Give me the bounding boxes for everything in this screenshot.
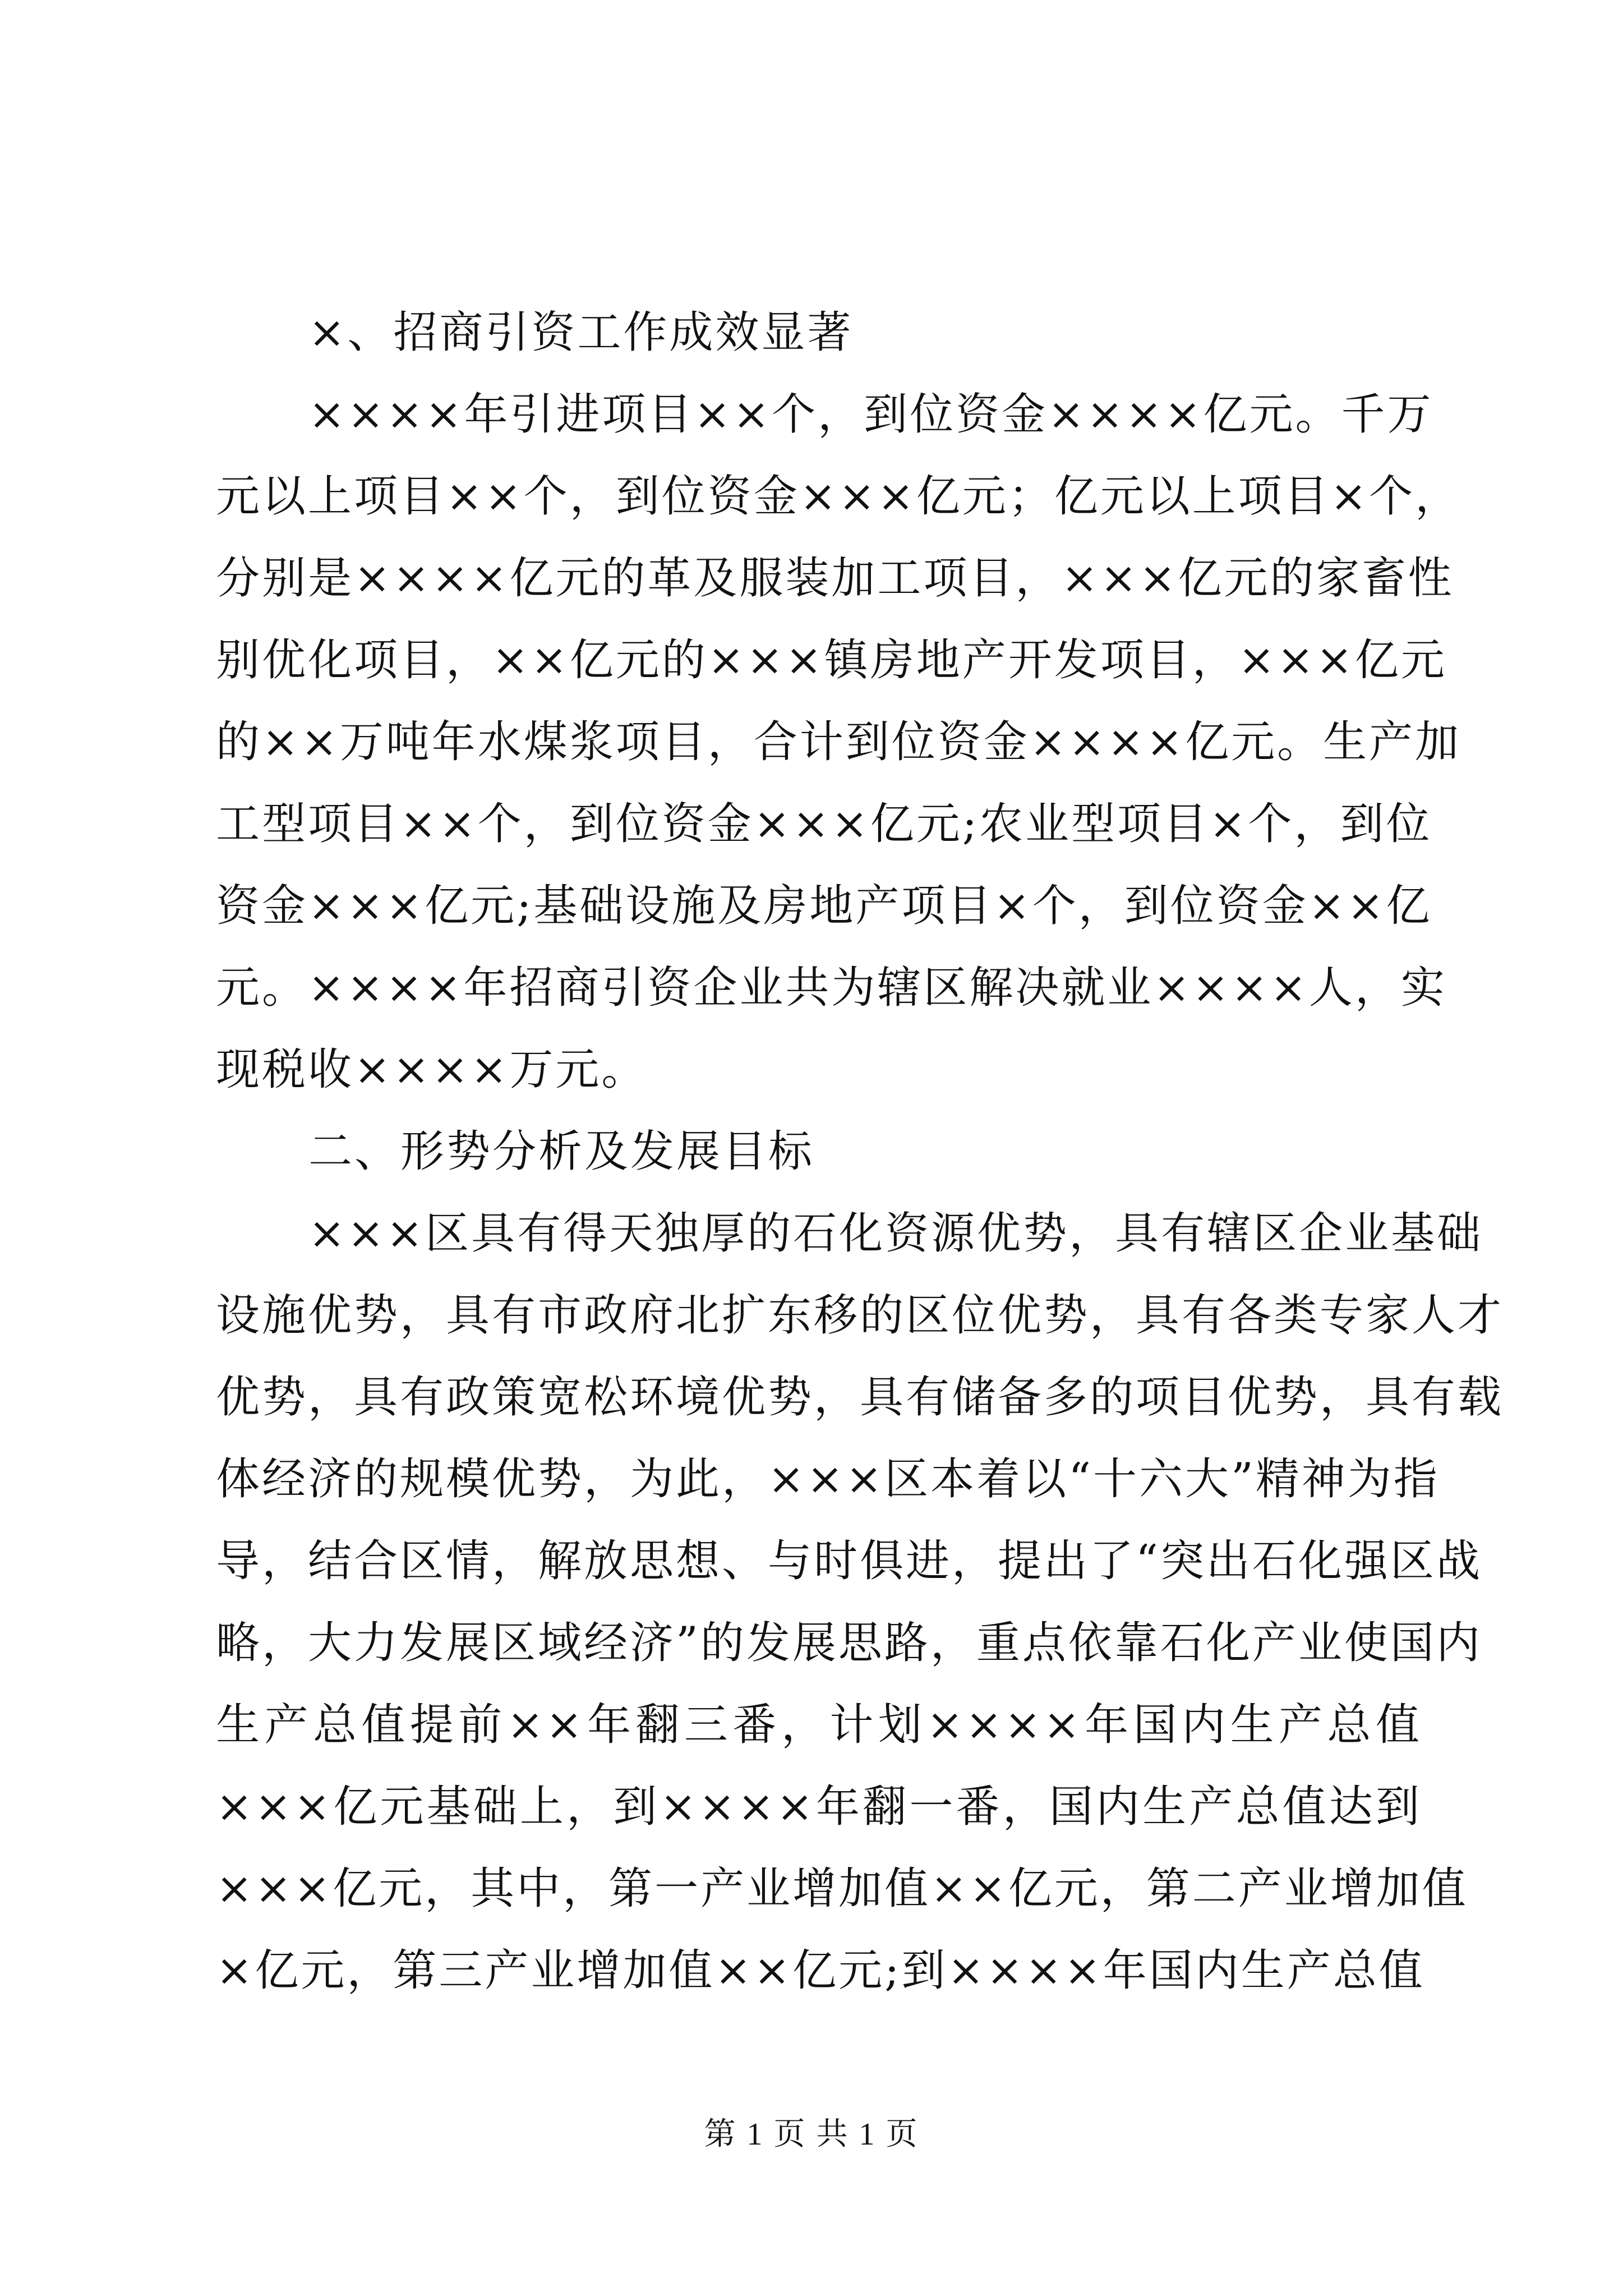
paragraph-line: ×××亿元，其中，第一产业增加值××亿元，第二产业增加值 — [216, 1864, 1468, 1914]
section-heading-analysis: 二、形势分析及发展目标 — [308, 1126, 815, 1177]
paragraph-line: 的××万吨年水煤浆项目，合计到位资金××××亿元。生产加 — [216, 717, 1461, 767]
paragraph-line: 略，大力发展区域经济”的发展思路，重点依靠石化产业使国内 — [216, 1618, 1482, 1668]
paragraph-line: 导，结合区情，解放思想、与时俱进，提出了“突出石化强区战 — [216, 1536, 1482, 1586]
paragraph-line: 现税收××××万元。 — [216, 1045, 648, 1095]
paragraph-line: 别优化项目，××亿元的×××镇房地产开发项目，×××亿元 — [216, 635, 1447, 685]
paragraph-line: 元。××××年招商引资企业共为辖区解决就业××××人，实 — [216, 963, 1447, 1013]
paragraph-line: 分别是××××亿元的革及服装加工项目，×××亿元的家畜性 — [216, 553, 1454, 604]
paragraph-line: ×××区具有得天独厚的石化资源优势，具有辖区企业基础 — [308, 1208, 1483, 1259]
paragraph-line: ×××亿元基础上，到××××年翻一番，国内生产总值达到 — [216, 1782, 1422, 1832]
paragraph-line: 体经济的规模优势，为此，×××区本着以“十六大”精神为指 — [216, 1454, 1440, 1504]
page-footer-indicator: 第 1 页 共 1 页 — [704, 2117, 919, 2152]
paragraph-line: ××××年引进项目××个，到位资金××××亿元。千万 — [308, 389, 1433, 440]
paragraph-line: 优势，具有政策宽松环境优势，具有储备多的项目优势，具有载 — [216, 1372, 1504, 1423]
paragraph-line: 设施优势，具有市政府北扩东移的区位优势，具有各类专家人才 — [216, 1290, 1504, 1341]
section-heading-investment: ×、招商引资工作成效显著 — [308, 307, 854, 358]
document-body — [216, 292, 1504, 2012]
paragraph-line: 元以上项目××个，到位资金×××亿元；亿元以上项目×个， — [216, 471, 1461, 522]
paragraph-line: 资金×××亿元;基础设施及房地产项目×个，到位资金××亿 — [216, 881, 1432, 931]
paragraph-line: 工型项目××个，到位资金×××亿元;农业型项目×个，到位 — [216, 799, 1432, 849]
paragraph-line: 生产总值提前××年翻三番，计划××××年国内生产总值 — [216, 1700, 1422, 1750]
paragraph-line: ×亿元，第三产业增加值××亿元;到××××年国内生产总值 — [216, 1945, 1425, 1996]
